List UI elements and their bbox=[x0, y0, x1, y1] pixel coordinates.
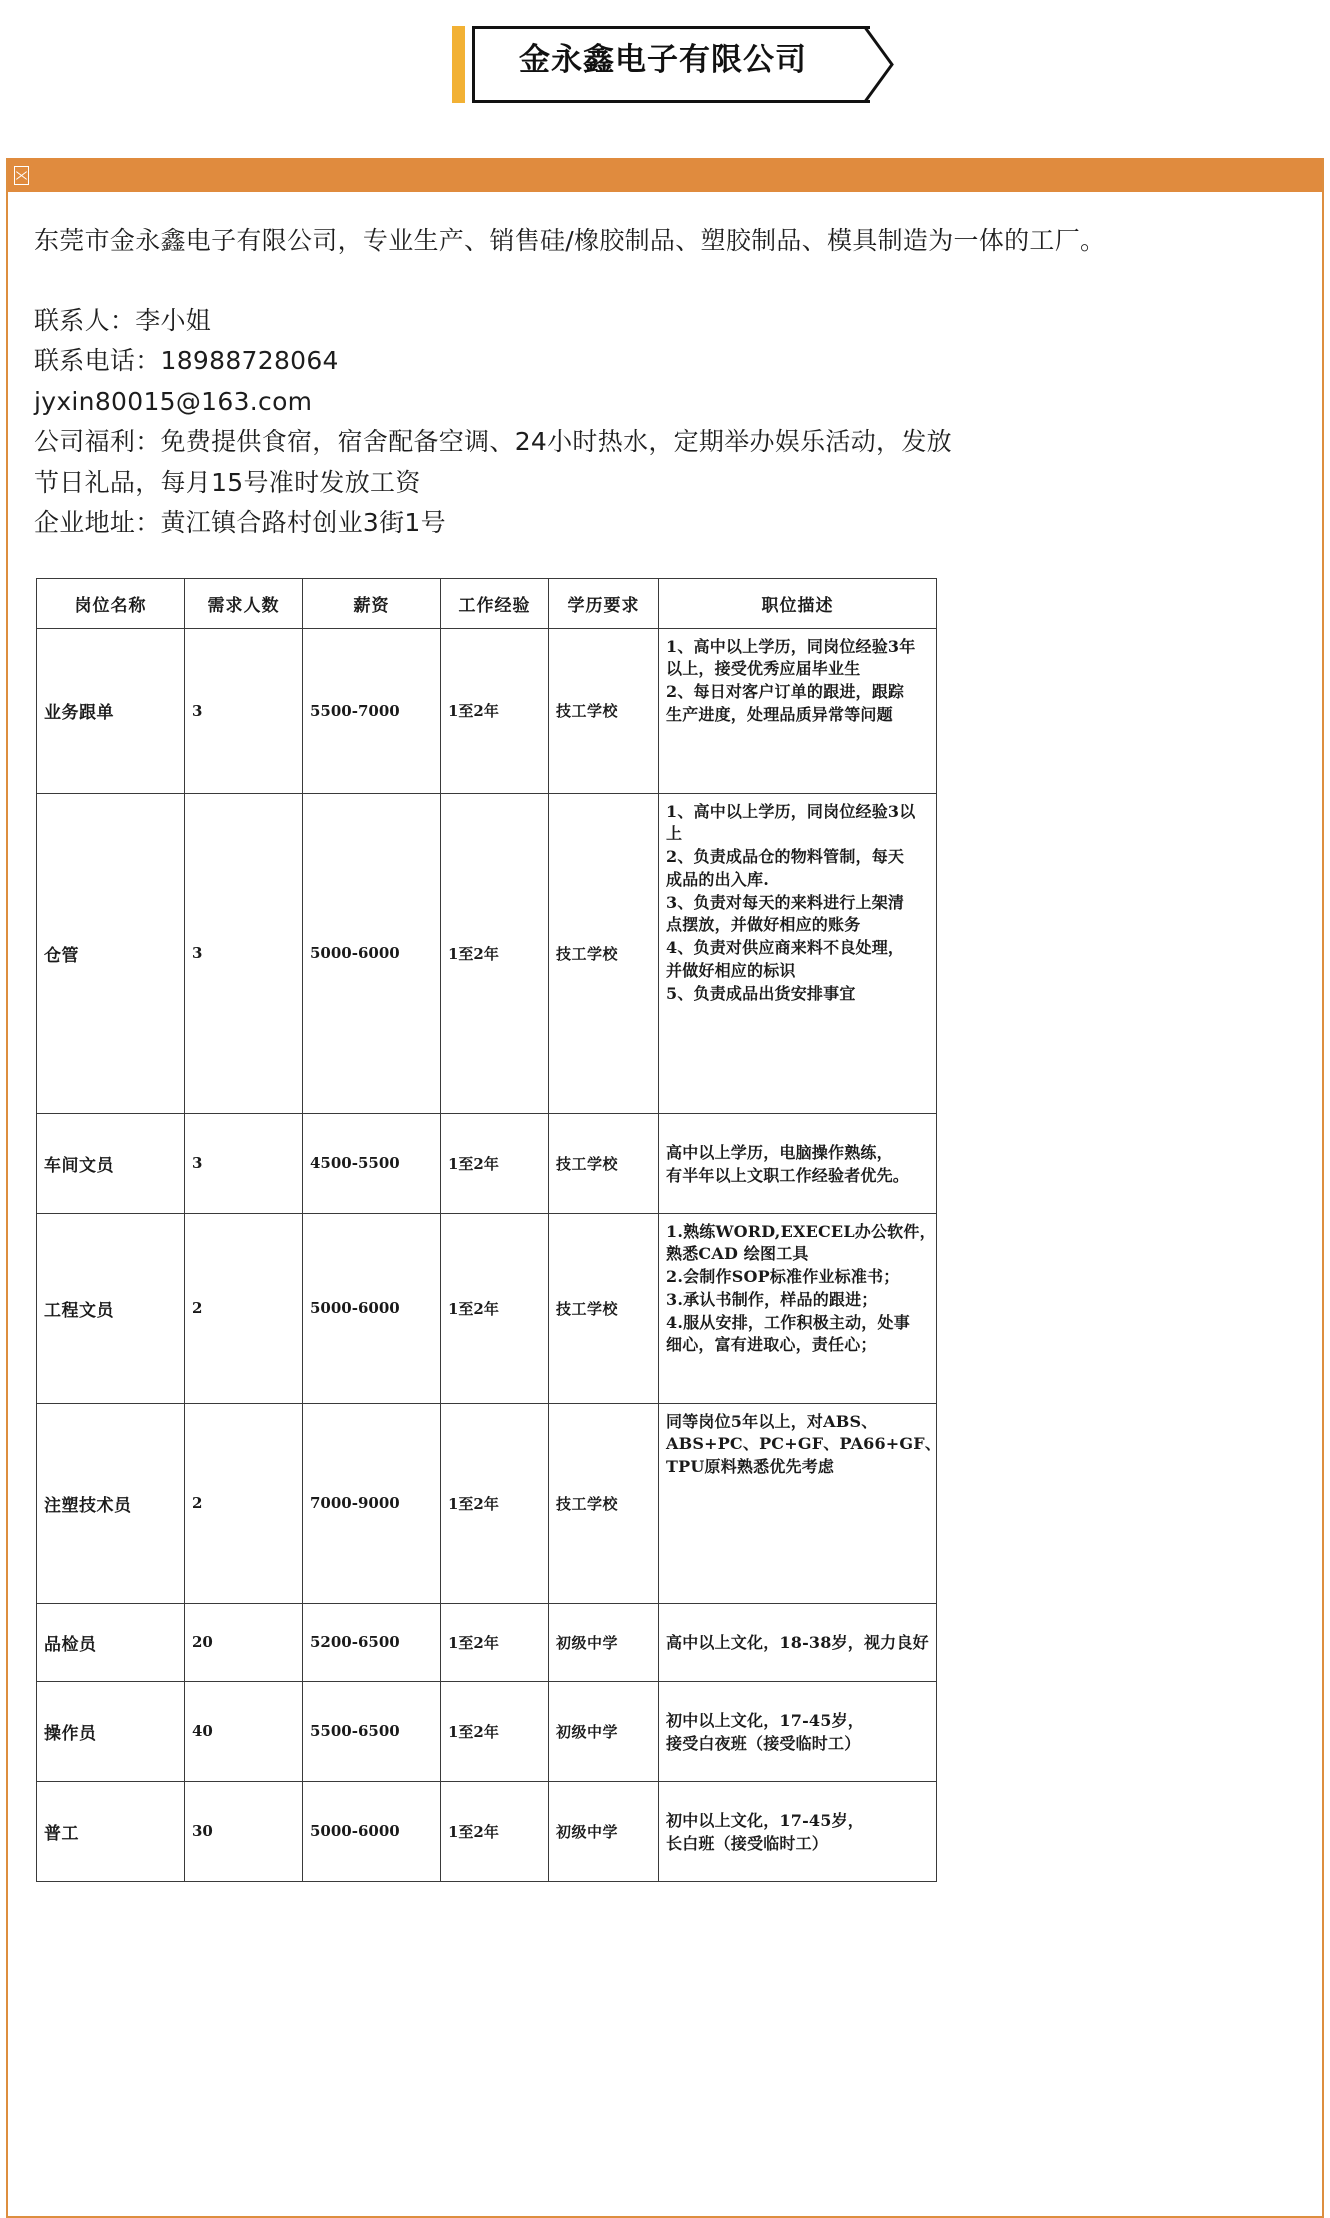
cell-title: 车间文员 bbox=[37, 1113, 185, 1213]
cell-count: 20 bbox=[185, 1603, 303, 1681]
chevron-right-icon bbox=[864, 26, 896, 103]
description-line: 4、负责对供应商来料不良处理， bbox=[666, 938, 905, 958]
cell-description bbox=[659, 628, 937, 793]
description-line: 1、高中以上学历，同岗位经验3以 bbox=[666, 801, 916, 821]
description-line: 4.服从安排，工作积极主动，处事 bbox=[666, 1312, 910, 1332]
table-row bbox=[37, 1681, 937, 1781]
cell-description bbox=[659, 1681, 937, 1781]
cell-experience: 1至2年 bbox=[441, 1603, 549, 1681]
cell-description bbox=[659, 1213, 937, 1403]
contact-phone: 联系电话：18988728064 bbox=[34, 346, 339, 376]
banner-chevron-shape bbox=[864, 26, 896, 103]
description-line: 并做好相应的标识 bbox=[666, 960, 796, 980]
cell-title: 工程文员 bbox=[37, 1213, 185, 1403]
description-line: 以上，接受优秀应届毕业生 bbox=[666, 659, 861, 679]
table-header-row bbox=[37, 578, 937, 628]
cell-title: 注塑技术员 bbox=[37, 1403, 185, 1603]
col-header-position: 岗位名称 bbox=[37, 578, 185, 628]
cell-experience: 1至2年 bbox=[441, 793, 549, 1113]
cell-salary: 5000-6000 bbox=[303, 1781, 441, 1881]
description-line: 1.熟练WORD,EXECEL办公软件， bbox=[666, 1221, 936, 1241]
contact-email: jyxin80015@163.com bbox=[34, 386, 313, 416]
description-line: 高中以上学历，电脑操作熟练， bbox=[666, 1143, 893, 1163]
description-line: 有半年以上文职工作经验者优先。 bbox=[666, 1165, 910, 1185]
col-header-salary: 薪资 bbox=[303, 578, 441, 628]
cell-title: 品检员 bbox=[37, 1603, 185, 1681]
contact-block bbox=[34, 301, 1296, 544]
broken-image-icon bbox=[14, 166, 29, 185]
cell-education: 初级中学 bbox=[549, 1603, 659, 1681]
cell-title: 仓管 bbox=[37, 793, 185, 1113]
cell-count: 2 bbox=[185, 1213, 303, 1403]
description-line: 同等岗位5年以上，对ABS、 bbox=[666, 1411, 878, 1431]
banner-group bbox=[452, 26, 896, 103]
banner-accent-bar bbox=[452, 26, 465, 103]
description-line: 细心，富有进取心，责任心； bbox=[666, 1335, 877, 1355]
description-line: 成品的出入库. bbox=[666, 869, 769, 889]
frame-top-bar bbox=[8, 158, 1322, 192]
table-row bbox=[37, 1113, 937, 1213]
description-line: 5、负责成品出货安排事宜 bbox=[666, 983, 856, 1003]
cell-experience: 1至2年 bbox=[441, 1403, 549, 1603]
table-row bbox=[37, 1403, 937, 1603]
cell-experience: 1至2年 bbox=[441, 1681, 549, 1781]
cell-count: 2 bbox=[185, 1403, 303, 1603]
cell-description bbox=[659, 1603, 937, 1681]
table-row bbox=[37, 1781, 937, 1881]
col-header-experience: 工作经验 bbox=[441, 578, 549, 628]
description-line: 3.承认书制作，样品的跟进； bbox=[666, 1289, 878, 1309]
table-row bbox=[37, 793, 937, 1113]
cell-description bbox=[659, 1781, 937, 1881]
cell-salary: 4500-5500 bbox=[303, 1113, 441, 1213]
description-line: 生产进度，处理品质异常等问题 bbox=[666, 704, 893, 724]
cell-title: 操作员 bbox=[37, 1681, 185, 1781]
table-row bbox=[37, 1603, 937, 1681]
description-line: 点摆放，并做好相应的账务 bbox=[666, 915, 861, 935]
table-row bbox=[37, 628, 937, 793]
description-line: TPU原料熟悉优先考虑 bbox=[666, 1457, 835, 1477]
company-address: 企业地址：黄江镇合路村创业3街1号 bbox=[34, 508, 446, 538]
banner-box bbox=[472, 26, 864, 103]
contact-person: 联系人：李小姐 bbox=[34, 305, 212, 335]
cell-description bbox=[659, 1113, 937, 1213]
header-banner bbox=[0, 0, 1330, 103]
description-line: 接受白夜班（接受临时工） bbox=[666, 1733, 861, 1753]
cell-description bbox=[659, 793, 937, 1113]
cell-salary: 5000-6000 bbox=[303, 1213, 441, 1403]
col-header-description: 职位描述 bbox=[659, 578, 937, 628]
table-head bbox=[37, 578, 937, 628]
company-title: 金永鑫电子有限公司 bbox=[519, 42, 807, 78]
description-line: 2、负责成品仓的物料管制，每天 bbox=[666, 847, 905, 867]
cell-salary: 5000-6000 bbox=[303, 793, 441, 1113]
description-line: 2.会制作SOP标准作业标准书； bbox=[666, 1267, 900, 1287]
cell-count: 30 bbox=[185, 1781, 303, 1881]
description-line: 熟悉CAD 绘图工具 bbox=[666, 1244, 809, 1264]
cell-education: 技工学校 bbox=[549, 628, 659, 793]
cell-count: 3 bbox=[185, 793, 303, 1113]
cell-experience: 1至2年 bbox=[441, 1113, 549, 1213]
cell-salary: 5200-6500 bbox=[303, 1603, 441, 1681]
description-line: 初中以上文化，17-45岁， bbox=[666, 1811, 864, 1831]
cell-salary: 7000-9000 bbox=[303, 1403, 441, 1603]
col-header-headcount: 需求人数 bbox=[185, 578, 303, 628]
benefits-line-2: 节日礼品，每月15号准时发放工资 bbox=[34, 467, 421, 497]
description-line: 3、负责对每天的来料进行上架清 bbox=[666, 892, 905, 912]
col-header-education: 学历要求 bbox=[549, 578, 659, 628]
cell-count: 3 bbox=[185, 628, 303, 793]
cell-title: 业务跟单 bbox=[37, 628, 185, 793]
table-body bbox=[37, 628, 942, 1881]
frame-body bbox=[8, 192, 1322, 1882]
description-line: ABS+PC、PC+GF、PA66+GF、 bbox=[666, 1434, 942, 1454]
cell-education: 技工学校 bbox=[549, 793, 659, 1113]
cell-education: 技工学校 bbox=[549, 1213, 659, 1403]
benefits-line-1: 公司福利：免费提供食宿，宿舍配备空调、24小时热水，定期举办娱乐活动，发放 bbox=[34, 427, 952, 457]
cell-experience: 1至2年 bbox=[441, 1213, 549, 1403]
description-line: 2、每日对客户订单的跟进，跟踪 bbox=[666, 682, 905, 702]
job-table-wrapper bbox=[34, 578, 1296, 1882]
cell-title: 普工 bbox=[37, 1781, 185, 1881]
description-line: 初中以上文化，17-45岁， bbox=[666, 1711, 864, 1731]
cell-count: 3 bbox=[185, 1113, 303, 1213]
cell-salary: 5500-6500 bbox=[303, 1681, 441, 1781]
cell-description bbox=[659, 1403, 942, 1603]
description-line: 1、高中以上学历，同岗位经验3年 bbox=[666, 636, 916, 656]
table-row bbox=[37, 1213, 937, 1403]
description-line: 上 bbox=[666, 824, 683, 844]
description-line: 长白班（接受临时工） bbox=[666, 1833, 829, 1853]
cell-experience: 1至2年 bbox=[441, 1781, 549, 1881]
company-intro-paragraph: 东莞市金永鑫电子有限公司，专业生产、销售硅/橡胶制品、塑胶制品、模具制造为一体的工厂。 bbox=[34, 226, 1106, 255]
cell-education: 技工学校 bbox=[549, 1403, 659, 1603]
description-line: 高中以上文化，18-38岁，视力良好 bbox=[666, 1633, 929, 1653]
cell-education: 技工学校 bbox=[549, 1113, 659, 1213]
job-listing-table bbox=[36, 578, 942, 1882]
cell-salary: 5500-7000 bbox=[303, 628, 441, 793]
cell-education: 初级中学 bbox=[549, 1781, 659, 1881]
content-frame bbox=[6, 158, 1324, 2218]
cell-education: 初级中学 bbox=[549, 1681, 659, 1781]
cell-experience: 1至2年 bbox=[441, 628, 549, 793]
cell-count: 40 bbox=[185, 1681, 303, 1781]
spacer bbox=[34, 261, 1296, 301]
